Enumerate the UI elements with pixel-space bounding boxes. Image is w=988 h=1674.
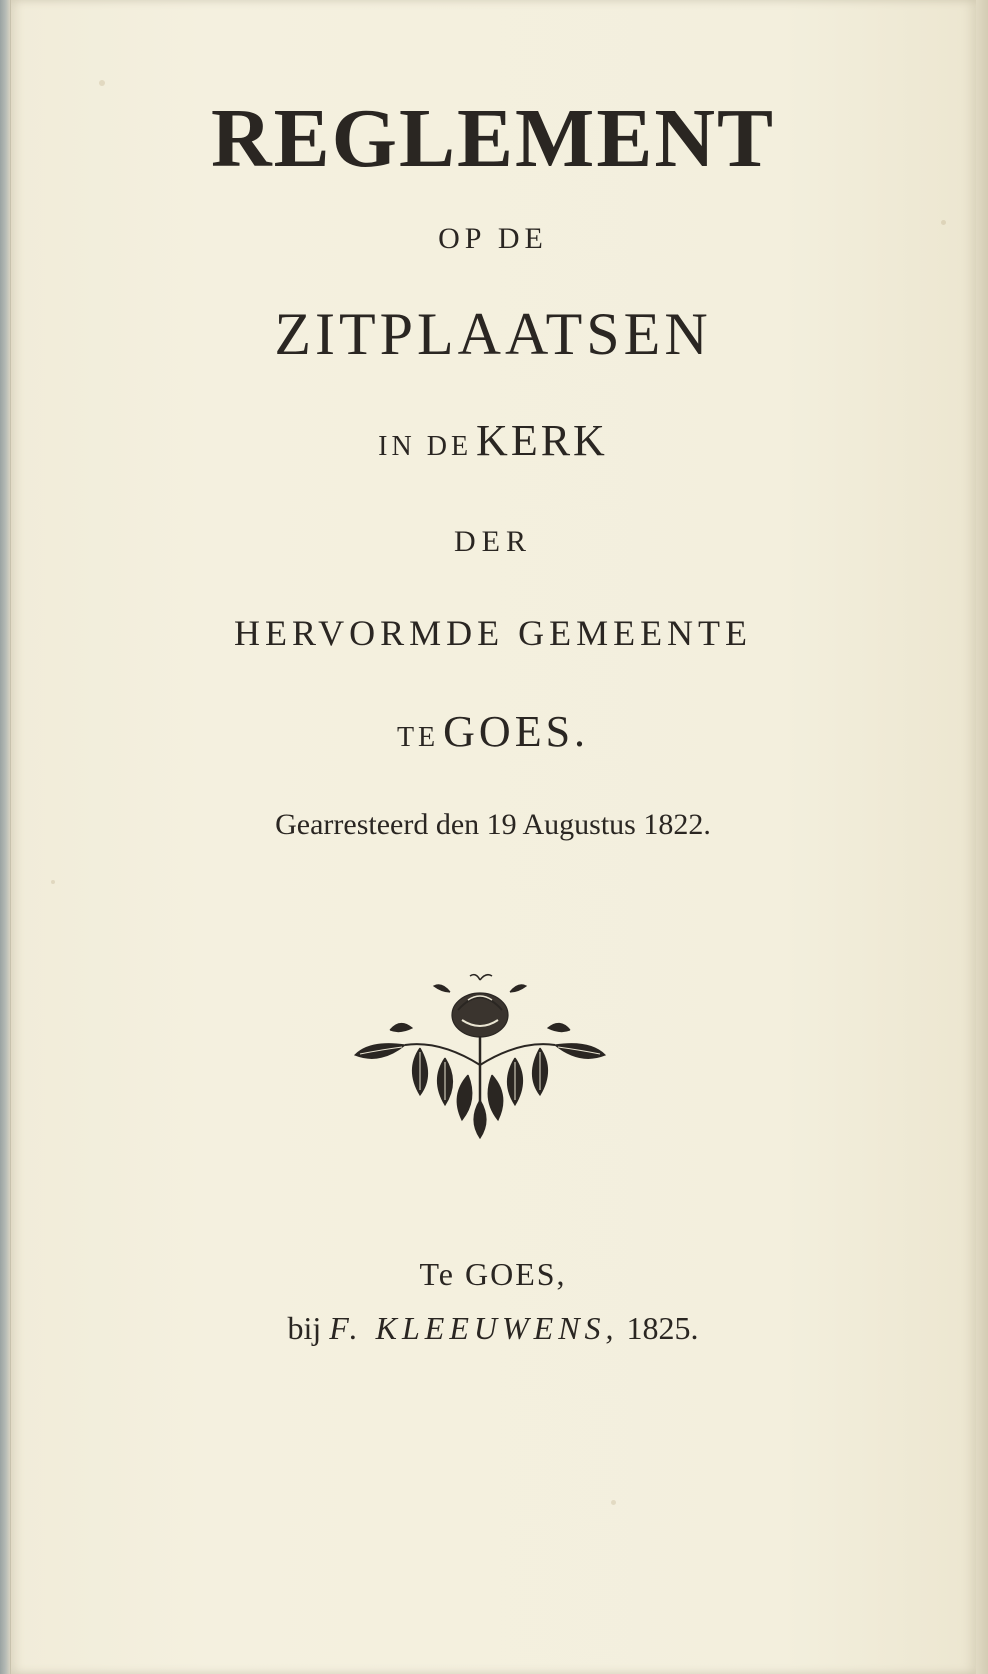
text-in-de: IN DE: [378, 431, 473, 462]
imprint-printer-line: [10, 1310, 976, 1347]
subtitle-op-de: OP DE: [438, 222, 548, 255]
subtitle-hervormde-gemeente: HERVORMDE GEMEENTE: [233, 613, 753, 653]
imprint-place: Te GOES,: [419, 1256, 567, 1292]
subtitle-zitplaatsen: ZITPLAATSEN: [274, 301, 712, 367]
imprint-year: 1825.: [626, 1310, 699, 1346]
imprint-printer: F. KLEEUWENS,: [329, 1310, 619, 1346]
foxing-spot: [611, 1500, 616, 1505]
text-goes: GOES.: [443, 707, 590, 756]
binding-edge: [0, 0, 10, 1674]
text-kerk: KERK: [476, 416, 608, 465]
subtitle-der: DER: [454, 525, 532, 558]
text-te: TE: [396, 722, 440, 753]
floral-vignette-icon: [350, 970, 610, 1140]
imprint-bij: bij: [287, 1310, 322, 1346]
page-title: REGLEMENT: [210, 92, 776, 185]
subtitle-in-de-kerk: [10, 415, 976, 466]
page-edge: [976, 0, 988, 1674]
foxing-spot: [51, 880, 55, 884]
foxing-spot: [99, 80, 105, 86]
date-line: Gearresteerd den 19 Augustus 1822.: [275, 808, 711, 841]
subtitle-te-goes: [10, 706, 976, 757]
